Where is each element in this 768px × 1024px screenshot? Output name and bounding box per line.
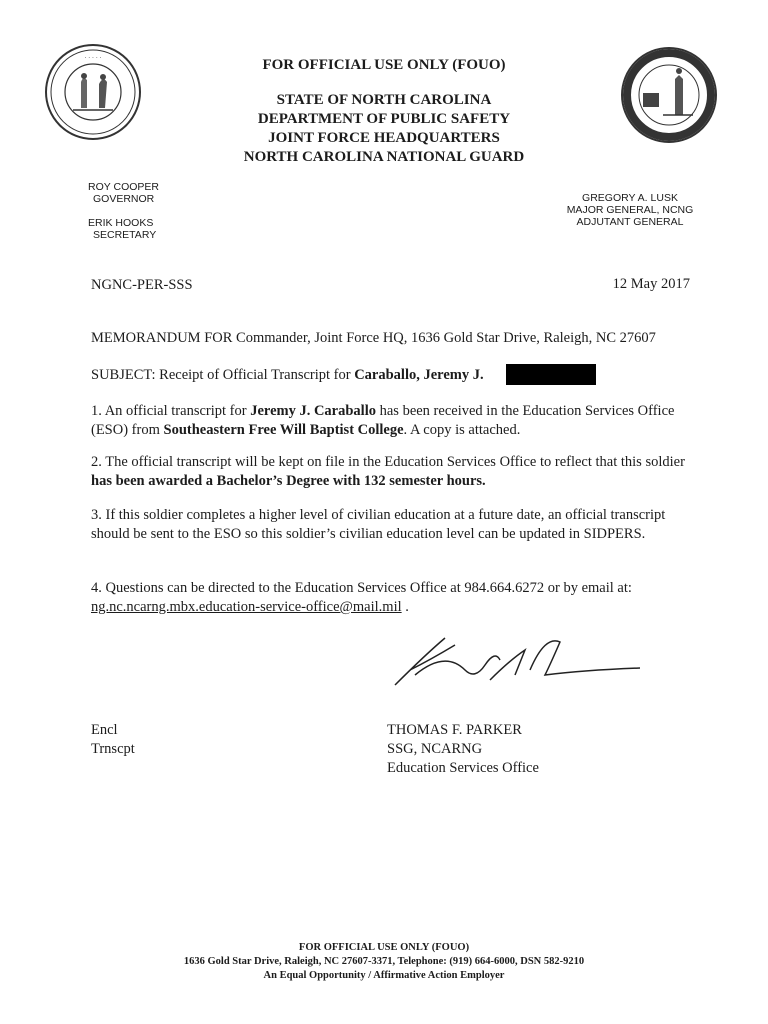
agency-line-1: STATE OF NORTH CAROLINA [276, 92, 492, 108]
p4-text: 4. Questions can be directed to the Education Services Office at 984.664.6272 or by email at: [91, 580, 632, 596]
p1-soldier-name: Jeremy J. Caraballo [250, 403, 376, 419]
signature-image [385, 630, 645, 695]
paragraph-3: 3. If this soldier completes a higher level of civilian education at a future date, an official transcript should be sent to the ESO so this soldier’s civilian education level can be updated in SIDPERS. [91, 507, 666, 542]
enclosure-item: Trnscpt [91, 741, 135, 757]
signer-name: THOMAS F. PARKER [387, 722, 522, 738]
footer-fouo: FOR OFFICIAL USE ONLY (FOUO) [298, 942, 470, 953]
subject-prefix: SUBJECT: Receipt of Official Transcript for [91, 367, 355, 383]
p4-email-line [91, 598, 691, 617]
email-link[interactable]: ng.nc.ncarng.mbx.education-service-office@mail.mil [91, 599, 402, 615]
secretary-title: SECRETARY [93, 229, 157, 241]
adjutant-general-title: ADJUTANT GENERAL [576, 216, 684, 228]
agency-line-3: JOINT FORCE HEADQUARTERS [268, 130, 500, 146]
p1-text-b: has been received in the Education Services Office (ESO) from [91, 403, 675, 438]
p4-end: . [401, 599, 409, 615]
paragraph-2 [91, 453, 691, 491]
footer-address: 1636 Gold Star Drive, Raleigh, NC 27607-3371, Telephone: (919) 664-6000, DSN 582-9210 [183, 956, 585, 967]
governor-name: ROY COOPER [88, 181, 159, 193]
fouo-header: FOR OFFICIAL USE ONLY (FOUO) [262, 57, 506, 73]
adjutant-general-name: GREGORY A. LUSK [582, 192, 678, 204]
memo-date: 12 May 2017 [612, 276, 690, 292]
secretary-name: ERIK HOOKS [88, 217, 154, 229]
enclosure-label: Encl [91, 722, 118, 738]
signer-office: Education Services Office [387, 760, 539, 776]
paragraph-4 [91, 579, 691, 617]
p2-degree: has been awarded a Bachelor’s Degree with 132 semester hours. [91, 473, 486, 489]
governor-title: GOVERNOR [93, 193, 155, 205]
p1-text-c: . A copy is attached. [403, 422, 521, 438]
agency-line-2: DEPARTMENT OF PUBLIC SAFETY [257, 111, 511, 127]
memorandum-for: MEMORANDUM FOR Commander, Joint Force HQ, 1636 Gold Star Drive, Raleigh, NC 27607 [91, 330, 656, 346]
adjutant-general-rank: MAJOR GENERAL, NCNG [566, 204, 694, 216]
p1-text-a: 1. An official transcript for [91, 403, 251, 419]
p1-school-name: Southeastern Free Will Baptist College [163, 422, 404, 438]
signer-rank: SSG, NCARNG [387, 741, 483, 757]
subject-line [91, 366, 691, 385]
agency-line-4: NORTH CAROLINA NATIONAL GUARD [243, 149, 525, 165]
svg-text:· · · · ·: · · · · · [84, 55, 102, 62]
redaction-box [506, 364, 596, 385]
footer-eeo: An Equal Opportunity / Affirmative Action Employer [263, 970, 505, 981]
subject-name: Caraballo, Jeremy J. [354, 367, 484, 383]
paragraph-1 [91, 402, 691, 440]
p2-text: 2. The official transcript will be kept on file in the Education Services Office to reflect that this soldier [91, 454, 685, 470]
office-symbol: NGNC-PER-SSS [91, 277, 193, 293]
